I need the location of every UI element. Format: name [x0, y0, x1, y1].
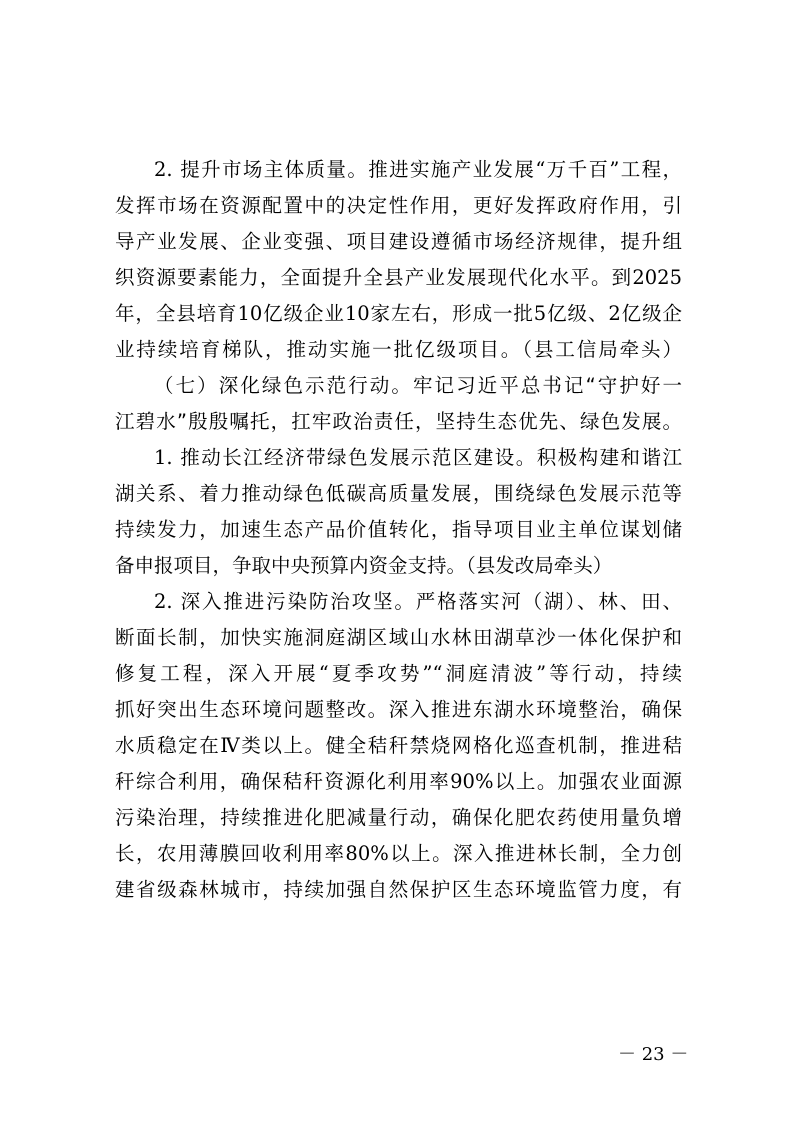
- text-line: 1. 推动长江经济带绿色发展示范区建设。积极构建和谐江: [154, 446, 682, 469]
- paragraph-enterprise-quality: [115, 152, 682, 368]
- text-line: 2. 提升市场主体质量。推进实施产业发展“万千百”工程，: [154, 158, 682, 181]
- text-line: 备申报项目，争取中央预算内资金支持。（县发改局牵头）: [115, 554, 613, 577]
- text-line: 织资源要素能力，全面提升全县产业发展现代化水平。到2025: [115, 266, 682, 289]
- text-line: 2. 深入推进污染防治攻坚。严格落实河（湖）、林、田、: [154, 590, 682, 613]
- paragraph-pollution-control: [115, 584, 682, 908]
- text-line: 湖关系、着力推动绿色低碳高质量发展，围绕绿色发展示范等: [115, 482, 682, 505]
- text-line: 污染治理，持续推进化肥减量行动，确保化肥农药使用量负增: [115, 806, 682, 829]
- text-line: 江碧水”殷殷嘱托，扛牢政治责任，坚持生态优先、绿色发展。: [115, 410, 682, 433]
- text-line: 业持续培育梯队，推动实施一批亿级项目。（县工信局牵头）: [115, 338, 682, 361]
- text-line: 修复工程，深入开展“夏季攻势”“洞庭清波”等行动，持续: [115, 662, 682, 685]
- text-line: 发挥市场在资源配置中的决定性作用，更好发挥政府作用，引: [115, 194, 682, 217]
- text-line: 长，农用薄膜回收利用率80%以上。深入推进林长制，全力创: [115, 842, 682, 865]
- text-line: 持续发力，加速生态产品价值转化，指导项目业主单位谋划储: [115, 518, 682, 541]
- text-line: 断面长制，加快实施洞庭湖区域山水林田湖草沙一体化保护和: [115, 626, 682, 649]
- text-line: 导产业发展、企业变强、项目建设遵循市场经济规律，提升组: [115, 230, 682, 253]
- paragraph-yangtze-demo-zone: [115, 440, 682, 584]
- text-line: 水质稳定在Ⅳ类以上。健全秸秆禁烧网格化巡查机制，推进秸: [115, 734, 682, 757]
- text-line: 年，全县培育10亿级企业10家左右，形成一批5亿级、2亿级企: [115, 302, 682, 325]
- text-line: 建省级森林城市，持续加强自然保护区生态环境监管力度，有: [115, 878, 682, 901]
- section-heading-green-demo: [115, 368, 682, 440]
- text-line: （七）深化绿色示范行动。牢记习近平总书记“守护好一: [154, 374, 682, 397]
- text-line: 抓好突出生态环境问题整改。深入推进东湖水环境整治，确保: [115, 698, 682, 721]
- page-number: － 23 －: [618, 1044, 689, 1065]
- text-line: 秆综合利用，确保秸秆资源化利用率90%以上。加强农业面源: [115, 770, 682, 793]
- body-text: [115, 152, 682, 908]
